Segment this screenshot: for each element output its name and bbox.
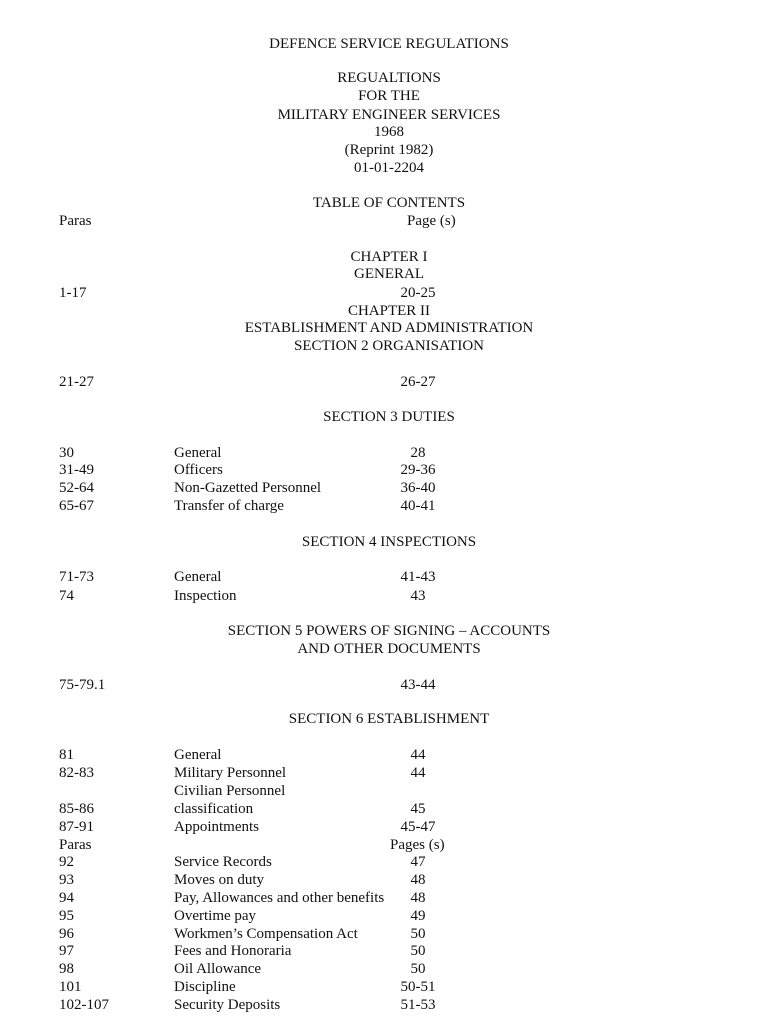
section-2-title: SECTION 2 ORGANISATION xyxy=(294,338,484,354)
row-paras: 97 xyxy=(59,943,74,959)
row-subject: Fees and Honoraria xyxy=(174,943,292,959)
row-paras: 96 xyxy=(59,926,74,942)
chapter-1-title: CHAPTER I xyxy=(350,249,428,265)
row-paras: 87-91 xyxy=(59,819,94,835)
reprint-note: (Reprint 1982) xyxy=(344,142,434,158)
row-subject: Overtime pay xyxy=(174,908,257,924)
row-paras: 95 xyxy=(59,908,74,924)
row-subject: Appointments xyxy=(174,819,259,835)
row-paras: 81 xyxy=(59,747,74,763)
row-pages: 50-51 xyxy=(400,979,436,995)
paras-column-header: Paras xyxy=(59,213,92,229)
row-paras: 71-73 xyxy=(59,569,94,585)
pages-column-header-repeat: Pages (s) xyxy=(390,837,445,853)
section-5-paras: 75-79.1 xyxy=(59,677,106,693)
row-paras: 65-67 xyxy=(59,498,94,514)
section-5-title: SECTION 5 POWERS OF SIGNING – ACCOUNTS xyxy=(227,623,551,639)
row-pages: 41-43 xyxy=(400,569,436,585)
row-paras: 30 xyxy=(59,445,74,461)
row-pages: 47 xyxy=(410,854,426,870)
row-pages: 44 xyxy=(410,765,426,781)
row-paras: 102-107 xyxy=(59,997,109,1013)
row-pages: 50 xyxy=(410,943,426,959)
row-subject: Moves on duty xyxy=(174,872,264,888)
section-6-title: SECTION 6 ESTABLISHMENT xyxy=(288,711,490,727)
year: 1968 xyxy=(374,124,404,140)
section-3-title: SECTION 3 DUTIES xyxy=(323,409,455,425)
row-pages: 51-53 xyxy=(400,997,436,1013)
section-2-paras: 21-27 xyxy=(59,374,94,390)
row-pages: 50 xyxy=(410,961,426,977)
section-5-title-continued: AND OTHER DOCUMENTS xyxy=(297,641,481,657)
row-subject: General xyxy=(174,569,222,585)
row-pages: 28 xyxy=(410,445,426,461)
document-heading: DEFENCE SERVICE REGULATIONS xyxy=(269,36,509,52)
paras-column-header-repeat: Paras xyxy=(59,837,92,853)
row-paras: 93 xyxy=(59,872,74,888)
for-the-line: FOR THE xyxy=(358,88,420,104)
row-pages: 36-40 xyxy=(400,480,436,496)
row-paras: 82-83 xyxy=(59,765,94,781)
row-subject: Pay, Allowances and other benefits xyxy=(174,890,385,906)
row-subject: classification xyxy=(174,801,254,817)
row-pages: 44 xyxy=(410,747,426,763)
row-paras: 94 xyxy=(59,890,74,906)
section-5-pages: 43-44 xyxy=(400,677,436,693)
section-2-pages: 26-27 xyxy=(400,374,436,390)
chapter-2-subtitle: ESTABLISHMENT AND ADMINISTRATION xyxy=(244,320,534,336)
row-subject: Service Records xyxy=(174,854,272,870)
row-pages: 50 xyxy=(410,926,426,942)
row-subject: General xyxy=(174,747,222,763)
row-pages: 49 xyxy=(410,908,426,924)
row-pages: 45 xyxy=(410,801,426,817)
chapter-1-pages: 20-25 xyxy=(400,285,436,301)
section-4-title: SECTION 4 INSPECTIONS xyxy=(301,534,477,550)
service-name: MILITARY ENGINEER SERVICES xyxy=(277,107,501,123)
row-subject: Officers xyxy=(174,462,223,478)
row-pages: 48 xyxy=(410,872,426,888)
row-subject: Inspection xyxy=(174,588,237,604)
row-subject: Security Deposits xyxy=(174,997,281,1013)
row-pages: 29-36 xyxy=(400,462,436,478)
row-subject: Non-Gazetted Personnel xyxy=(174,480,322,496)
row-subject: Discipline xyxy=(174,979,236,995)
row-pages: 45-47 xyxy=(400,819,436,835)
row-subject: Transfer of charge xyxy=(174,498,284,514)
pages-column-header: Page (s) xyxy=(407,213,456,229)
row-paras: 85-86 xyxy=(59,801,94,817)
regulations-title: REGUALTIONS xyxy=(337,70,441,86)
row-subject: Military Personnel xyxy=(174,765,287,781)
row-paras: 98 xyxy=(59,961,74,977)
chapter-2-title: CHAPTER II xyxy=(347,303,431,319)
chapter-1-subtitle: GENERAL xyxy=(354,266,424,282)
row-subject: Civilian Personnel xyxy=(174,783,286,799)
row-pages: 48 xyxy=(410,890,426,906)
row-pages: 40-41 xyxy=(400,498,436,514)
toc-title: TABLE OF CONTENTS xyxy=(312,195,466,211)
row-paras: 74 xyxy=(59,588,74,604)
row-paras: 52-64 xyxy=(59,480,94,496)
row-subject: General xyxy=(174,445,222,461)
row-paras: 31-49 xyxy=(59,462,94,478)
row-paras: 101 xyxy=(59,979,82,995)
document-number: 01-01-2204 xyxy=(354,160,424,176)
row-subject: Oil Allowance xyxy=(174,961,262,977)
row-subject: Workmen’s Compensation Act xyxy=(174,926,358,942)
row-pages: 43 xyxy=(410,588,426,604)
chapter-1-paras: 1-17 xyxy=(59,285,87,301)
row-paras: 92 xyxy=(59,854,74,870)
